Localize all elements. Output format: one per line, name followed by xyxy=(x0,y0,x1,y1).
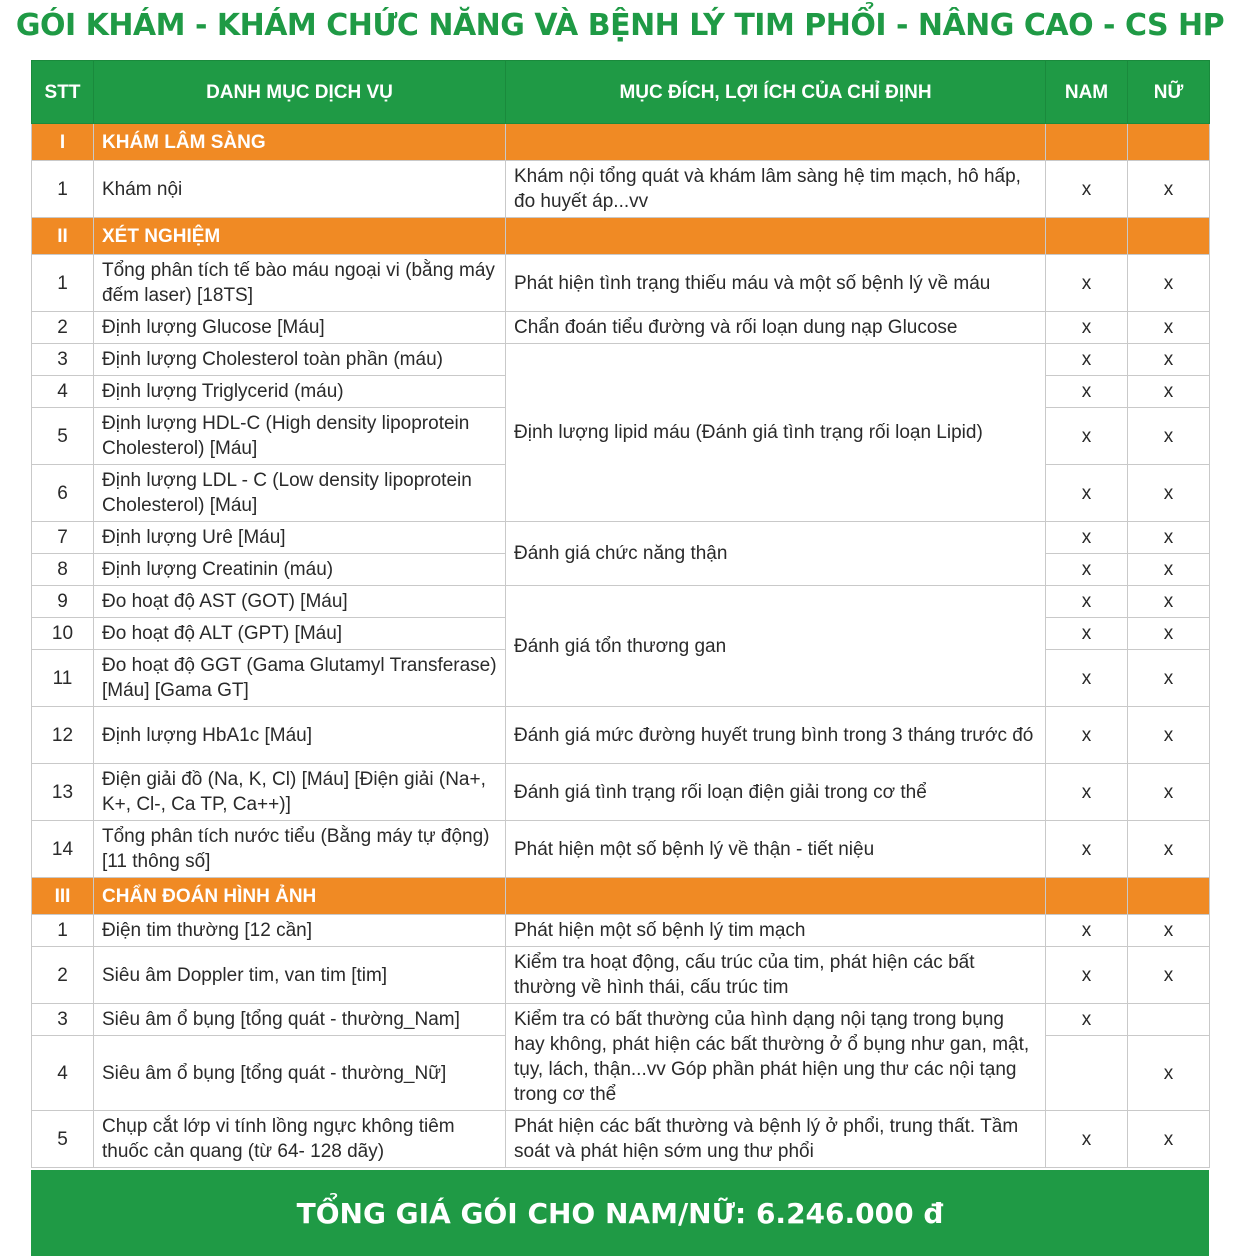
row-purpose: Phát hiện một số bệnh lý về thận - tiết niệu xyxy=(506,821,1046,878)
section-row xyxy=(32,124,1210,161)
row-male-mark: x xyxy=(1046,821,1128,878)
section-row xyxy=(32,878,1210,915)
row-male-mark: x xyxy=(1046,618,1128,650)
row-male-mark: x xyxy=(1046,161,1128,218)
row-male-mark xyxy=(1046,1036,1128,1111)
row-service: Đo hoạt độ AST (GOT) [Máu] xyxy=(94,586,506,618)
header-female: NỮ xyxy=(1128,61,1210,124)
row-female-mark: x xyxy=(1128,255,1210,312)
row-service: Siêu âm Doppler tim, van tim [tim] xyxy=(94,947,506,1004)
row-stt: 4 xyxy=(32,1036,94,1111)
table-row xyxy=(32,821,1210,878)
row-stt: 11 xyxy=(32,650,94,707)
header-service: DANH MỤC DỊCH VỤ xyxy=(94,61,506,124)
row-purpose: Phát hiện các bất thường và bệnh lý ở phổi, trung thất. Tầm soát và phát hiện sớm ung thư phổi xyxy=(506,1111,1046,1168)
row-purpose: Chẩn đoán tiểu đường và rối loạn dung nạp Glucose xyxy=(506,312,1046,344)
row-stt: 1 xyxy=(32,915,94,947)
row-male-mark: x xyxy=(1046,408,1128,465)
row-service: Định lượng Glucose [Máu] xyxy=(94,312,506,344)
row-male-mark: x xyxy=(1046,344,1128,376)
row-female-mark xyxy=(1128,1004,1210,1036)
row-service: Định lượng Creatinin (máu) xyxy=(94,554,506,586)
row-male-mark: x xyxy=(1046,255,1128,312)
row-male-mark: x xyxy=(1046,312,1128,344)
row-male-mark: x xyxy=(1046,1111,1128,1168)
total-price-banner xyxy=(31,1170,1209,1256)
table-row xyxy=(32,707,1210,764)
row-female-mark: x xyxy=(1128,821,1210,878)
row-female-mark: x xyxy=(1128,1111,1210,1168)
row-service: Định lượng LDL - C (Low density lipoprotein Cholesterol) [Máu] xyxy=(94,465,506,522)
total-price-text: TỔNG GIÁ GÓI CHO NAM/NỮ: 6.246.000 đ xyxy=(296,1196,944,1230)
row-female-mark: x xyxy=(1128,586,1210,618)
row-male-mark: x xyxy=(1046,586,1128,618)
table-row xyxy=(32,255,1210,312)
table-row xyxy=(32,764,1210,821)
row-service: Định lượng HbA1c [Máu] xyxy=(94,707,506,764)
row-female-mark: x xyxy=(1128,947,1210,1004)
table-row xyxy=(32,1111,1210,1168)
row-purpose: Kiểm tra có bất thường của hình dạng nội tạng trong bụng hay không, phát hiện các bất thường ở ổ bụng như gan, mật, tụy, lách, thận...vv Góp phần phát hiện ung thư các nội tạng trong cơ thể xyxy=(506,1004,1046,1111)
row-purpose: Khám nội tổng quát và khám lâm sàng hệ tim mạch, hô hấp, đo huyết áp...vv xyxy=(506,161,1046,218)
row-purpose: Đánh giá tình trạng rối loạn điện giải trong cơ thể xyxy=(506,764,1046,821)
row-male-mark: x xyxy=(1046,764,1128,821)
row-stt: 9 xyxy=(32,586,94,618)
table-row xyxy=(32,586,1210,618)
row-service: Tổng phân tích tế bào máu ngoại vi (bằng máy đếm laser) [18TS] xyxy=(94,255,506,312)
table-row xyxy=(32,161,1210,218)
row-stt: 1 xyxy=(32,161,94,218)
service-table xyxy=(31,60,1210,1168)
row-stt: 5 xyxy=(32,408,94,465)
table-row xyxy=(32,312,1210,344)
row-stt: 13 xyxy=(32,764,94,821)
row-stt: 4 xyxy=(32,376,94,408)
row-stt: 14 xyxy=(32,821,94,878)
table-row xyxy=(32,344,1210,376)
row-male-mark: x xyxy=(1046,650,1128,707)
row-service: Siêu âm ổ bụng [tổng quát - thường_Nữ] xyxy=(94,1036,506,1111)
row-service: Siêu âm ổ bụng [tổng quát - thường_Nam] xyxy=(94,1004,506,1036)
header-stt: STT xyxy=(32,61,94,124)
row-male-mark: x xyxy=(1046,915,1128,947)
row-purpose: Phát hiện một số bệnh lý tim mạch xyxy=(506,915,1046,947)
row-stt: 2 xyxy=(32,312,94,344)
row-female-mark: x xyxy=(1128,554,1210,586)
row-stt: 1 xyxy=(32,255,94,312)
row-female-mark: x xyxy=(1128,161,1210,218)
header-male: NAM xyxy=(1046,61,1128,124)
row-male-mark: x xyxy=(1046,465,1128,522)
row-purpose: Định lượng lipid máu (Đánh giá tình trạng rối loạn Lipid) xyxy=(506,344,1046,522)
row-service: Định lượng HDL-C (High density lipoprotein Cholesterol) [Máu] xyxy=(94,408,506,465)
row-service: Điện tim thường [12 cần] xyxy=(94,915,506,947)
row-service: Định lượng Urê [Máu] xyxy=(94,522,506,554)
table-row xyxy=(32,915,1210,947)
row-female-mark: x xyxy=(1128,915,1210,947)
row-stt: 3 xyxy=(32,344,94,376)
row-service: Điện giải đồ (Na, K, Cl) [Máu] [Điện giải (Na+, K+, Cl-, Ca TP, Ca++)] xyxy=(94,764,506,821)
row-male-mark: x xyxy=(1046,522,1128,554)
row-purpose: Đánh giá mức đường huyết trung bình trong 3 tháng trước đó xyxy=(506,707,1046,764)
row-stt: 2 xyxy=(32,947,94,1004)
section-title: CHẨN ĐOÁN HÌNH ẢNH xyxy=(94,878,506,915)
section-number: II xyxy=(32,218,94,255)
row-service: Định lượng Cholesterol toàn phần (máu) xyxy=(94,344,506,376)
row-female-mark: x xyxy=(1128,650,1210,707)
row-stt: 6 xyxy=(32,465,94,522)
row-purpose: Phát hiện tình trạng thiếu máu và một số bệnh lý về máu xyxy=(506,255,1046,312)
section-number: I xyxy=(32,124,94,161)
section-number: III xyxy=(32,878,94,915)
row-male-mark: x xyxy=(1046,376,1128,408)
page-title: GÓI KHÁM - KHÁM CHỨC NĂNG VÀ BỆNH LÝ TIM PHỔI - NÂNG CAO - CS HP xyxy=(15,8,1225,43)
row-purpose: Đánh giá chức năng thận xyxy=(506,522,1046,586)
row-female-mark: x xyxy=(1128,707,1210,764)
row-service: Tổng phân tích nước tiểu (Bằng máy tự động) [11 thông số] xyxy=(94,821,506,878)
row-purpose: Kiểm tra hoạt động, cấu trúc của tim, phát hiện các bất thường về hình thái, cấu trúc tim xyxy=(506,947,1046,1004)
header-purpose: MỤC ĐÍCH, LỢI ÍCH CỦA CHỈ ĐỊNH xyxy=(506,61,1046,124)
row-female-mark: x xyxy=(1128,465,1210,522)
row-female-mark: x xyxy=(1128,408,1210,465)
table-row xyxy=(32,947,1210,1004)
row-female-mark: x xyxy=(1128,376,1210,408)
section-title: KHÁM LÂM SÀNG xyxy=(94,124,506,161)
section-title: XÉT NGHIỆM xyxy=(94,218,506,255)
row-female-mark: x xyxy=(1128,618,1210,650)
row-service: Đo hoạt độ GGT (Gama Glutamyl Transferase) [Máu] [Gama GT] xyxy=(94,650,506,707)
table-row xyxy=(32,1004,1210,1036)
row-male-mark: x xyxy=(1046,707,1128,764)
section-row xyxy=(32,218,1210,255)
row-stt: 3 xyxy=(32,1004,94,1036)
row-female-mark: x xyxy=(1128,1036,1210,1111)
row-purpose: Đánh giá tổn thương gan xyxy=(506,586,1046,707)
row-stt: 8 xyxy=(32,554,94,586)
row-stt: 5 xyxy=(32,1111,94,1168)
row-stt: 12 xyxy=(32,707,94,764)
row-male-mark: x xyxy=(1046,554,1128,586)
row-service: Định lượng Triglycerid (máu) xyxy=(94,376,506,408)
row-male-mark: x xyxy=(1046,1004,1128,1036)
row-stt: 7 xyxy=(32,522,94,554)
row-service: Khám nội xyxy=(94,161,506,218)
row-male-mark: x xyxy=(1046,947,1128,1004)
row-female-mark: x xyxy=(1128,522,1210,554)
row-service: Đo hoạt độ ALT (GPT) [Máu] xyxy=(94,618,506,650)
row-stt: 10 xyxy=(32,618,94,650)
row-female-mark: x xyxy=(1128,312,1210,344)
table-header-row xyxy=(32,61,1210,124)
row-female-mark: x xyxy=(1128,764,1210,821)
table-row xyxy=(32,522,1210,554)
row-service: Chụp cắt lớp vi tính lồng ngực không tiêm thuốc cản quang (từ 64- 128 dãy) xyxy=(94,1111,506,1168)
row-female-mark: x xyxy=(1128,344,1210,376)
